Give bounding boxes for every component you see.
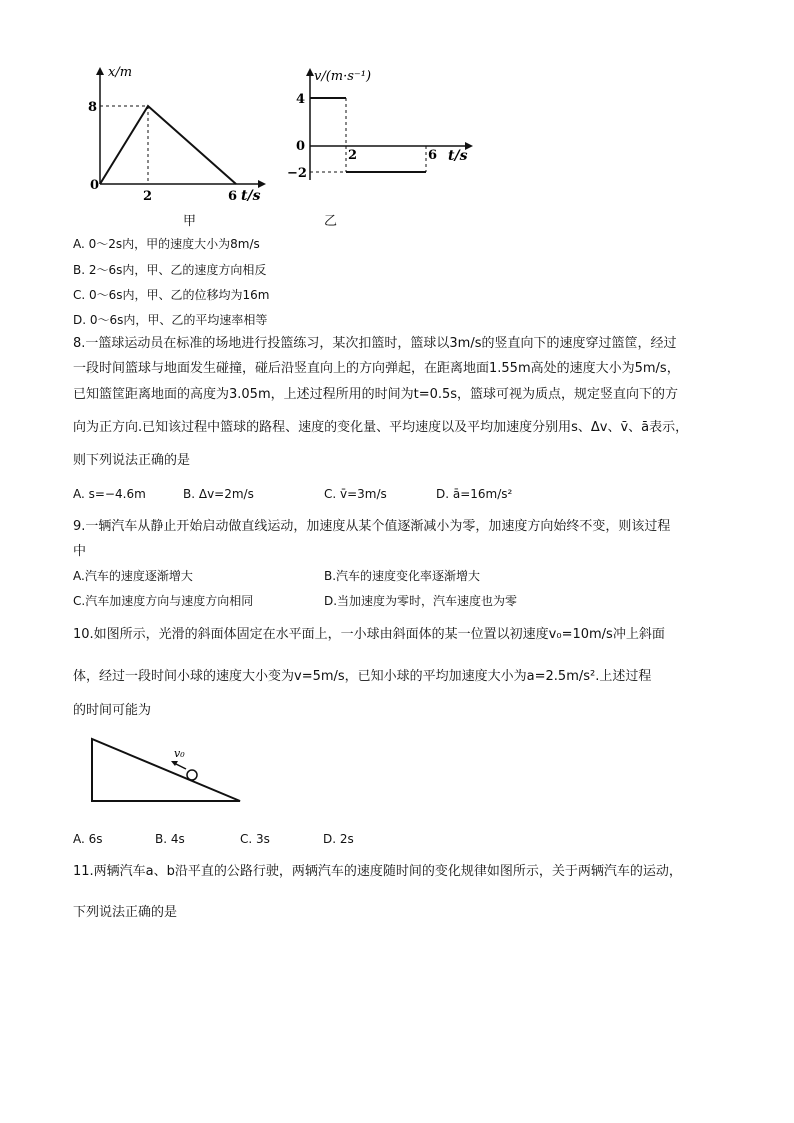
yi-ylabel: v/(m·s⁻¹) (314, 69, 372, 84)
q7-option-a: A. 0～2s内，甲的速度大小为8m/s (73, 237, 260, 251)
q9-option-b: B.汽车的速度变化率逐渐增大 (324, 569, 481, 583)
q9-option-c: C.汽车加速度方向与速度方向相同 (73, 594, 254, 608)
q9-line-1: 9.一辆汽车从静止开始启动做直线运动，加速度从某个值逐渐减小为零，加速度方向始终不变，则该过程 (73, 519, 671, 534)
incline-block (92, 739, 240, 801)
q7-option-d: D. 0～6s内，甲、乙的平均速率相等 (73, 313, 268, 327)
q10-option-b: B. 4s (155, 832, 185, 846)
jia-y-arrow (96, 67, 104, 75)
caption-yi: 乙 (324, 214, 338, 229)
jia-x-tick-2: 2 (143, 189, 153, 204)
q8-option-c: C. v̄=3m/s (324, 487, 387, 501)
q11-line-2: 下列说法正确的是 (73, 905, 178, 920)
yi-y-arrow (306, 68, 314, 76)
q7-option-c: C. 0～6s内，甲、乙的位移均为16m (73, 288, 270, 302)
q8-line-1: 8.一篮球运动员在标准的场地进行投篮练习，某次扣篮时，篮球以3m/s的竖直向下的速度穿过篮筐，经过 (73, 336, 677, 351)
yi-xlabel: t/s (448, 148, 468, 164)
q8-line-5: 则下列说法正确的是 (73, 453, 191, 468)
q8-option-a: A. s=−4.6m (73, 487, 146, 501)
graph-jia (78, 62, 278, 207)
jia-origin: 0 (90, 178, 100, 193)
yi-y-tick-4: 4 (296, 92, 306, 107)
q8-line-3: 已知篮筐距离地面的高度为3.05m，上述过程所用的时间为t=0.5s，篮球可视为质点，规定竖直向下的方 (73, 387, 679, 402)
q9-option-d: D.当加速度为零时，汽车速度也为零 (324, 594, 518, 608)
q10-option-c: C. 3s (240, 832, 270, 846)
jia-x-tick-6: 6 (228, 189, 238, 204)
ball (187, 770, 197, 780)
yi-x-tick-2: 2 (348, 148, 358, 163)
jia-y-tick-8: 8 (88, 100, 98, 115)
yi-y-tick-0: 0 (296, 139, 306, 154)
incline-figure (88, 735, 248, 805)
q11-line-1: 11.两辆汽车a、b沿平直的公路行驶，两辆汽车的速度随时间的变化规律如图所示，关于两辆汽车的运动， (73, 864, 682, 879)
yi-y-tick-neg2: −2 (287, 166, 307, 181)
q10-line-3: 的时间可能为 (73, 703, 152, 718)
q10-option-d: D. 2s (323, 832, 354, 846)
jia-ylabel: x/m (108, 65, 133, 80)
jia-curve (100, 106, 236, 184)
yi-x-tick-6: 6 (428, 148, 438, 163)
q8-line-4: 向为正方向.已知该过程中篮球的路程、速度的变化量、平均速度以及平均加速度分别用s、Δv、v̄、ā表示， (73, 420, 689, 435)
q9-line-2: 中 (73, 544, 87, 559)
q8-option-b: B. Δv=2m/s (183, 487, 254, 501)
jia-xlabel: t/s (241, 188, 261, 204)
q10-line-1: 10.如图所示，光滑的斜面体固定在水平面上，一小球由斜面体的某一位置以初速度v₀=10m/s冲上斜面 (73, 627, 665, 642)
jia-x-arrow (258, 180, 266, 188)
q10-option-a: A. 6s (73, 832, 103, 846)
caption-jia: 甲 (183, 214, 197, 229)
q7-option-b: B. 2～6s内，甲、乙的速度方向相反 (73, 263, 267, 277)
velocity-label: v₀ (174, 747, 185, 760)
q8-option-d: D. ā=16m/s² (436, 487, 513, 501)
q10-line-2: 体，经过一段时间小球的速度大小变为v=5m/s，已知小球的平均加速度大小为a=2.5m/s².上述过程 (73, 669, 652, 684)
graph-yi (284, 62, 484, 192)
q9-option-a: A.汽车的速度逐渐增大 (73, 569, 193, 583)
q8-line-2: 一段时间篮球与地面发生碰撞，碰后沿竖直向上的方向弹起，在距离地面1.55m高处的速度大小为5m/s， (73, 361, 680, 376)
